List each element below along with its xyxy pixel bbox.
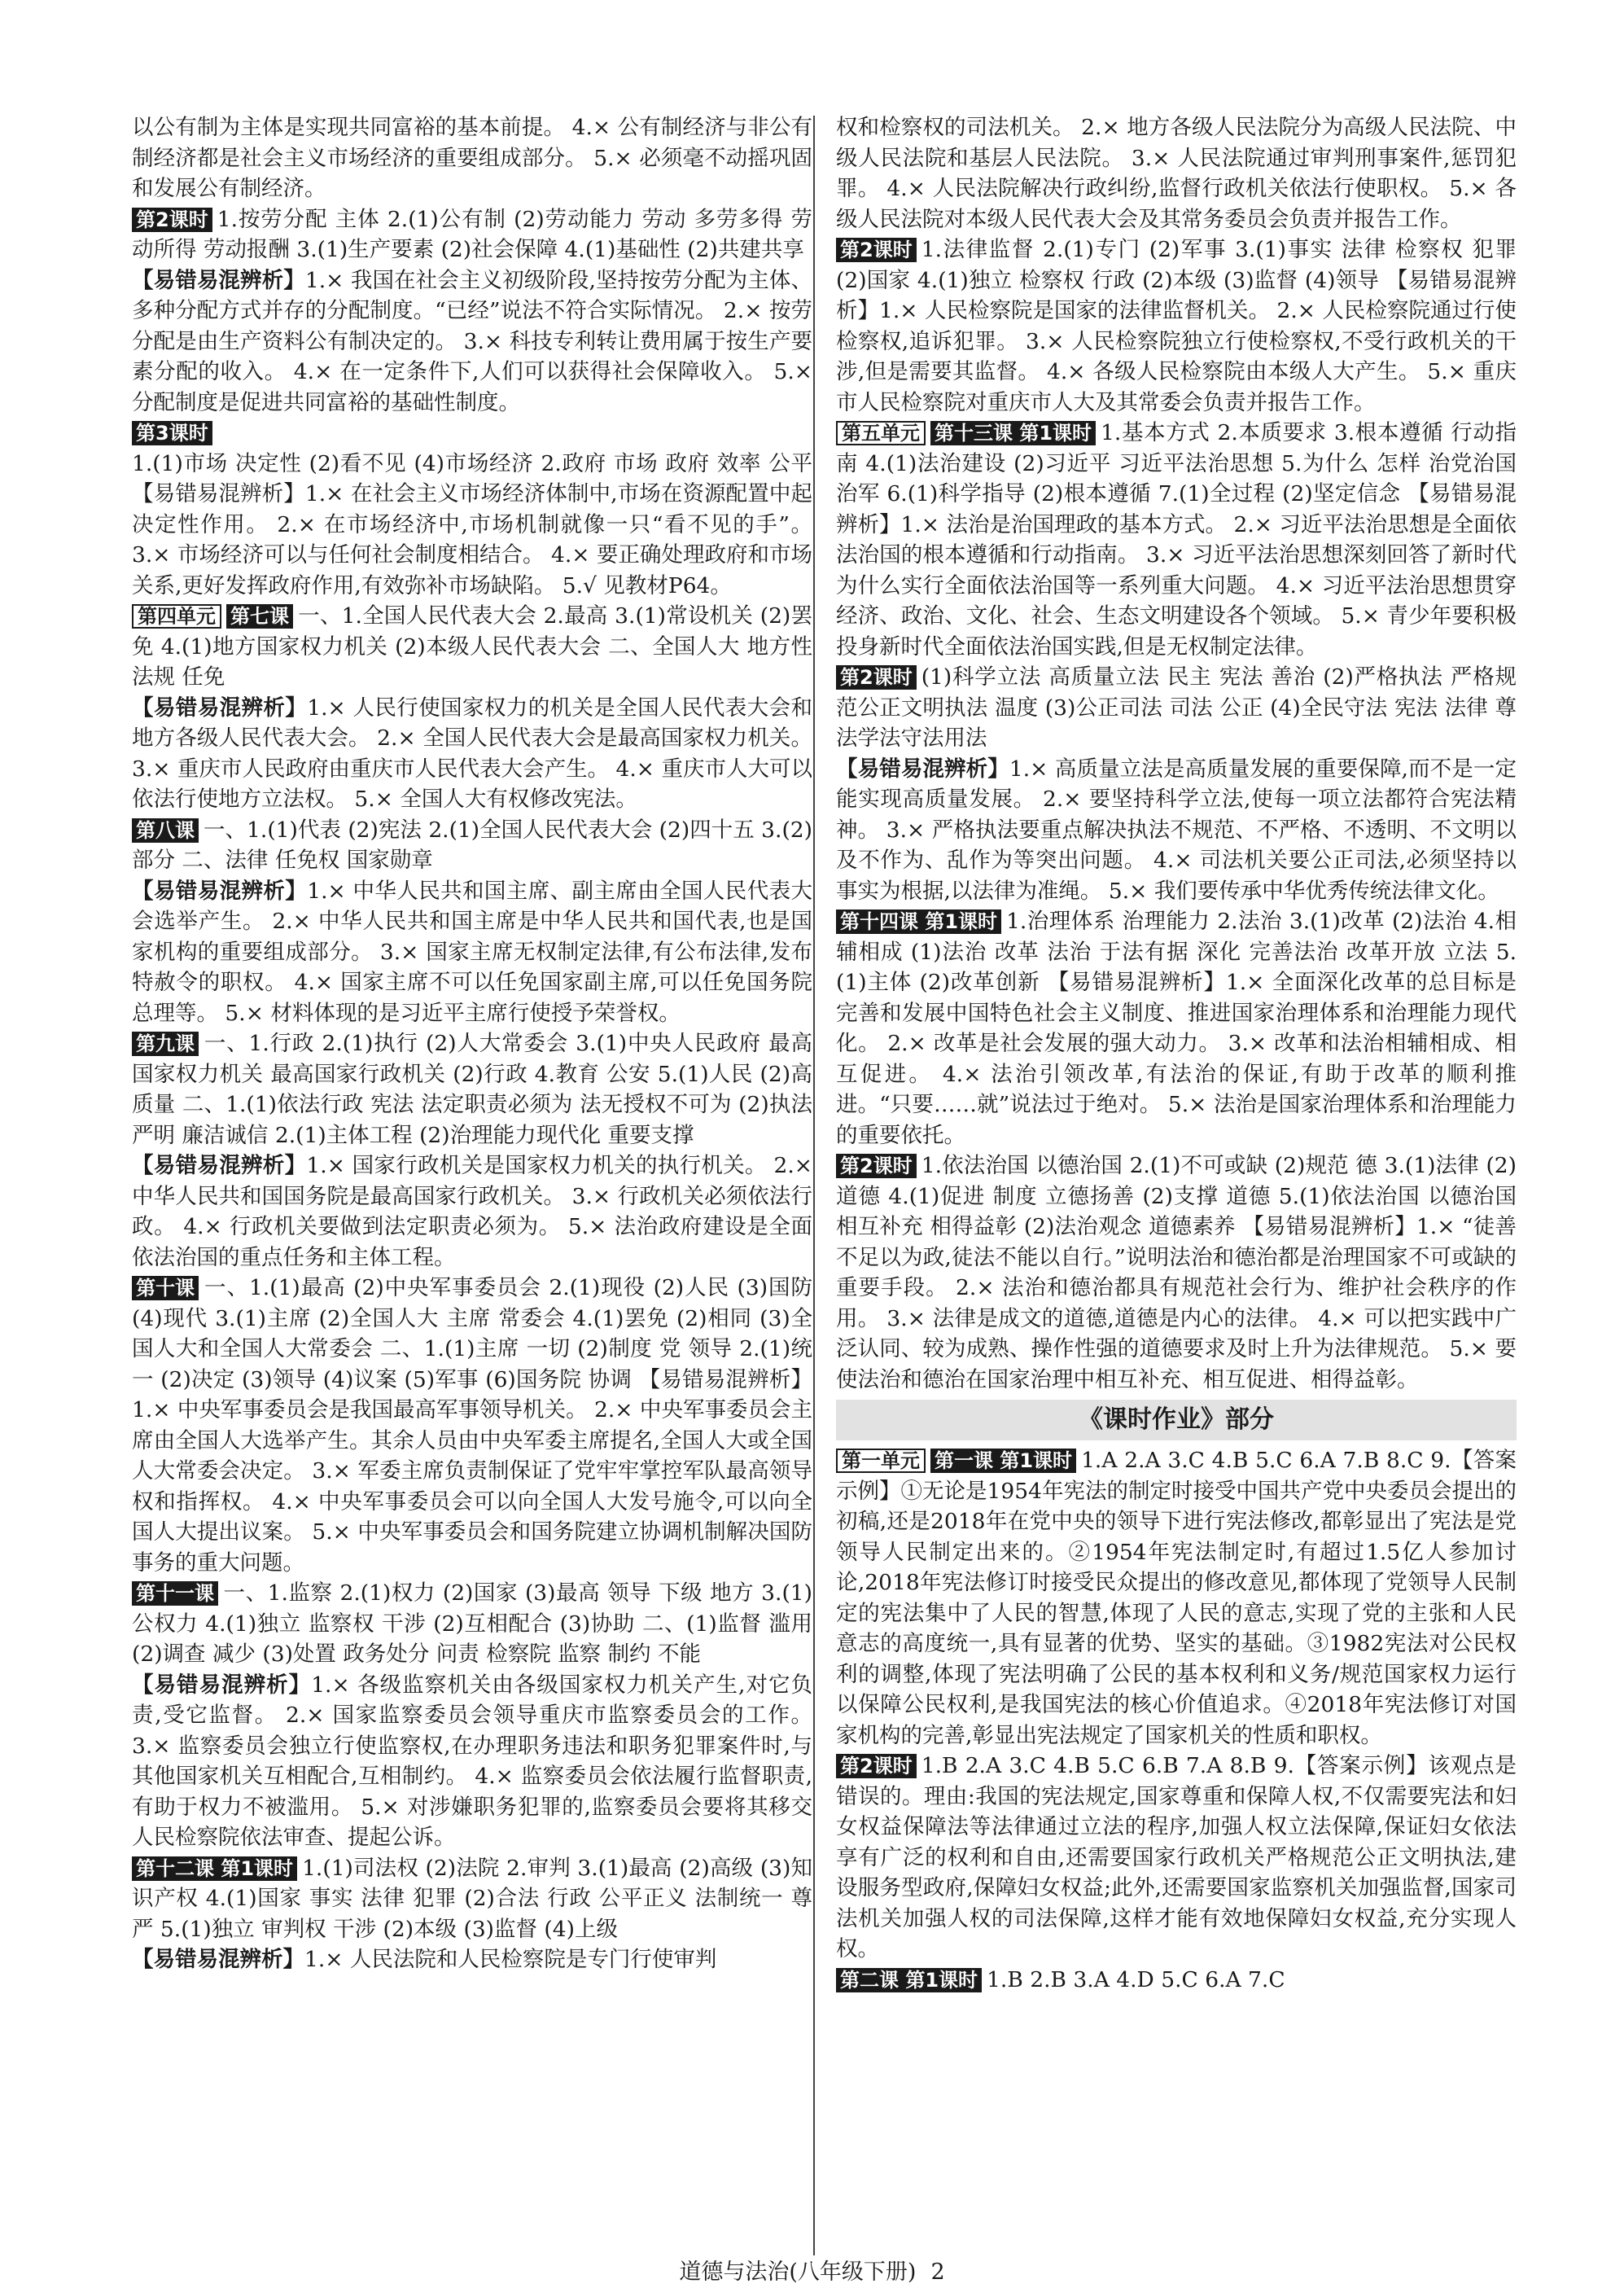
answer-block [132, 693, 812, 815]
answer-block [836, 234, 1517, 418]
answer-text: 1.× 人民行使国家权力的机关是全国人民代表大会和地方各级人民代表大会。 2.× 全国人民代表大会是最高国家权力机关。 3.× 重庆市人民政府由重庆市人民代表大会产生。 4.× 重庆市人大可以依法行使地方立法权。 5.× 全国人大有权修改宪法。 [132, 695, 812, 812]
page-number: 2 [930, 2260, 945, 2285]
answer-block [836, 1445, 1517, 1751]
error-analysis-tag: 【易错易混辨析】 [132, 695, 308, 721]
lesson-header: 第3课时 [132, 421, 212, 445]
answer-block [132, 1578, 812, 1670]
lesson-header: 第2课时 [836, 1754, 917, 1778]
answer-text: 1.× 高质量立法是高质量发展的重要保障,而不是一定能实现高质量发展。 2.× 要坚持科学立法,使每一项立法都符合宪法精神。 3.× 严格执法要重点解决执法不规范、不严格、不透明、不文明以及不作为、乱作为等突出问题。 4.× 司法机关要公正司法,必须坚持以事实为根据,以法律为准绳。 5.× 我们要传承中华优秀传统法律文化。 [836, 756, 1517, 904]
answer-block [836, 418, 1517, 662]
answer-text: 1.(1)司法权 (2)法院 2.审判 3.(1)最高 (2)高级 (3)知识产权 4.(1)国家 事实 法律 犯罪 (2)合法 行政 公平正义 法制统一 尊严 5.(1)独立 审判权 干涉 (2)本级 (3)监督 (4)上级 [132, 1855, 812, 1942]
lesson-header: 第五单元 [836, 421, 926, 445]
answer-block [132, 1853, 812, 1945]
answer-block [132, 1273, 812, 1578]
lesson-subheader: 第十三课 第1课时 [930, 421, 1096, 445]
answer-text: 1.× 国家行政机关是国家权力机关的执行机关。 2.× 中华人民共和国国务院是最高国家行政机关。 3.× 行政机关必须依法行政。 4.× 行政机关要做到法定职责必须为。 5.× 法治政府建设是全面依法治国的重点任务和主体工程。 [132, 1153, 813, 1270]
right-column [836, 112, 1517, 1995]
error-analysis-tag: 【易错易混辨析】 [132, 878, 308, 904]
answer-text: (1)科学立法 高质量立法 民主 宪法 善治 (2)严格执法 严格规范公正文明执法 温度 (3)公正司法 司法 公正 (4)全民守法 宪法 法律 尊法学法守法用法 [836, 664, 1517, 751]
lesson-header: 第2课时 [836, 238, 917, 262]
error-analysis-tag: 【易错易混辨析】 [132, 1153, 307, 1178]
answer-text: 1.依法治国 以德治国 2.(1)不可或缺 (2)规范 德 3.(1)法律 (2)道德 4.(1)促进 制度 立德扬善 (2)支撑 道德 5.(1)依法治国 以德治国 相互补充 相得益彰 (2)法治观念 道德素养 【易错易混辨析】1.× “徒善不足以为政,徒法不能以自行。”说明法治和德治都是治理国家不可或缺的重要手段。 2.× 法治和德治都具有规范社会行为、维护社会秩序的作用。 3.× 法律是成文的道德,道德是内心的法律。 4.× 可以把实践中广泛认同、较为成熟、操作性强的道德要求及时上升为法律规范。 5.× 要使法治和德治在国家治理中相互补充、相互促进、相得益彰。 [836, 1153, 1517, 1392]
lesson-subheader: 第七课 [226, 604, 293, 629]
answer-text: 1.× 我国在社会主义初级阶段,坚持按劳分配为主体、多种分配方式并存的分配制度。“已经”说法不符合实际情况。 2.× 按劳分配是由生产资料公有制决定的。 3.× 科技专利转让费用属于按生产要素分配的收入。 4.× 在一定条件下,人们可以获得社会保障收入。 5.× 分配制度是促进共同富裕的基础性制度。 [132, 267, 812, 415]
answer-block [132, 876, 812, 1029]
lesson-header: 第二课 第1课时 [836, 1968, 982, 1992]
answer-block [132, 418, 812, 449]
lesson-header: 第2课时 [836, 1154, 917, 1178]
answer-block [132, 1151, 812, 1273]
answer-block [132, 204, 812, 265]
footer-title: 道德与法治(八年级下册) [679, 2260, 917, 2285]
answer-text: 一、1.监察 2.(1)权力 (2)国家 (3)最高 领导 下级 地方 3.(1)公权力 4.(1)独立 监察权 干涉 (2)互相配合 (3)协助 二、(1)监督 滥用 (2)调查 减少 (3)处置 政务处分 问责 检察院 监察 制约 不能 [132, 1580, 812, 1667]
answer-text: 1.法律监督 2.(1)专门 (2)军事 3.(1)事实 法律 检察权 犯罪 (2)国家 4.(1)独立 检察权 行政 (2)本级 (3)监督 (4)领导 【易错易混辨析】1.× 人民检察院是国家的法律监督机关。 2.× 人民检察院通过行使检察权,追诉犯罪。 3.× 人民检察院独立行使检察权,不受行政机关的干涉,但是需要其监督。 4.× 各级人民检察院由本级人大产生。 5.× 重庆市人民检察院对重庆市人大及其常委会负责并报告工作。 [836, 237, 1517, 415]
section-banner: 《课时作业》部分 [836, 1400, 1517, 1440]
error-analysis-tag: 【易错易混辨析】 [132, 1947, 304, 1972]
lesson-header: 第八课 [132, 818, 199, 843]
answer-text: 以公有制为主体是实现共同富裕的基本前提。 4.× 公有制经济与非公有制经济都是社会主义市场经济的重要组成部分。 5.× 必须毫不动摇巩固和发展公有制经济。 [132, 115, 812, 201]
answer-block [836, 112, 1517, 234]
answer-text: 1.× 人民法院和人民检察院是专门行使审判 [304, 1947, 717, 1972]
lesson-header: 第十课 [132, 1276, 199, 1300]
answer-block [132, 1028, 812, 1151]
answer-text: 一、1.(1)代表 (2)宪法 2.(1)全国人民代表大会 (2)四十五 3.(2)部分 二、法律 任免权 国家勋章 [132, 817, 812, 873]
answer-text: 1.B 2.A 3.C 4.B 5.C 6.B 7.A 8.B 9.【答案示例】该观点是错误的。理由:我国的宪法规定,国家尊重和保障人权,不仅需要宪法和妇女权益保障法等法律通过立法的程序,加强人权立法保障,保证妇女依法享有广泛的权利和自由,还需要国家行政机关严格规范公正文明执法,建设服务型政府,保障妇女权益;此外,还需要国家监察机关加强监督,国家司法机关加强人权的司法保障,这样才能有效地保障妇女权益,充分实现人权。 [836, 1753, 1517, 1961]
answer-block [132, 601, 812, 693]
answer-block [836, 662, 1517, 754]
lesson-header: 第十二课 第1课时 [132, 1856, 297, 1881]
lesson-header: 第2课时 [836, 665, 917, 690]
answer-block [836, 1751, 1517, 1965]
lesson-header: 第四单元 [132, 604, 221, 629]
answer-block [836, 906, 1517, 1151]
lesson-header: 第2课时 [132, 208, 212, 232]
answer-text: 一、1.行政 2.(1)执行 (2)人大常委会 3.(1)中央人民政府 最高国家权力机关 最高国家行政机关 (2)行政 4.教育 公安 5.(1)人民 (2)高质量 二、1.(1)依法行政 宪法 法定职责必须为 法无授权不可为 (2)执法严明 廉洁诚信 2.(1)主体工程 (2)治理能力现代化 重要支撑 [132, 1031, 812, 1148]
answer-block [132, 1944, 812, 1975]
answer-text: 1.× 中华人民共和国主席、副主席由全国人民代表大会选举产生。 2.× 中华人民共和国主席是中华人民共和国代表,也是国家机构的重要组成部分。 3.× 国家主席无权制定法律,有公布法律,发布特赦令的职权。 4.× 国家主席不可以任免国家副主席,可以任免国务院总理等。 5.× 材料体现的是习近平主席行使授予荣誉权。 [132, 878, 812, 1026]
answer-text: 1.A 2.A 3.C 4.B 5.C 6.A 7.B 8.C 9.【答案示例】①无论是1954年宪法的制定时接受中国共产党中央委员会提出的初稿,还是2018年在党中央的领导下进行宪法修改,都彰显出了宪法是党领导人民制定出来的。②1954年宪法制定时,有超过1.5亿人参加讨论,2018年宪法修订时接受民众提出的修改意见,都体现了党领导人民制定的宪法集中了人民的智慧,体现了人民的意志,实现了党的主张和人民意志的高度统一,具有显著的优势、坚实的基础。③1982宪法对公民权利的调整,体现了宪法明确了公民的基本权利和义务/规范国家权力运行以保障公民权利,是我国宪法的核心价值追求。④2018年宪法修订对国家机构的完善,彰显出宪法规定了国家机关的性质和职权。 [836, 1448, 1517, 1748]
answer-block [132, 449, 812, 602]
page-footer [0, 2254, 1624, 2286]
column-divider [813, 116, 815, 2255]
lesson-header: 第九课 [132, 1032, 199, 1056]
answer-text: 1.基本方式 2.本质要求 3.根本遵循 行动指南 4.(1)法治建设 (2)习近平 习近平法治思想 5.为什么 怎样 治党治国治军 6.(1)科学指导 (2)根本遵循 7.(1)全过程 (2)坚定信念 【易错易混辨析】1.× 法治是治国理政的基本方式。 2.× 习近平法治思想是全面依法治国的根本遵循和行动指南。 3.× 习近平法治思想深刻回答了新时代为什么实行全面依法治国等一系列重大问题。 4.× 习近平法治思想贯穿经济、政治、文化、社会、生态文明建设各个领域。 5.× 青少年要积极投身新时代全面依法治国实践,但是无权制定法律。 [836, 420, 1517, 660]
left-column [132, 112, 812, 1975]
answer-block [132, 265, 812, 419]
lesson-header: 第十四课 第1课时 [836, 910, 1001, 934]
error-analysis-tag: 【易错易混辨析】 [836, 756, 1009, 782]
lesson-subheader: 第一课 第1课时 [930, 1449, 1076, 1473]
answer-block [836, 1965, 1517, 1996]
error-analysis-tag: 【易错易混辨析】 [132, 1672, 312, 1698]
answer-text: 一、1.全国人民代表大会 2.最高 3.(1)常设机关 (2)罢免 4.(1)地方国家权力机关 (2)本级人民代表大会 二、全国人大 地方性法规 任免 [132, 603, 812, 690]
answer-block [132, 815, 812, 876]
answer-text: 1.(1)市场 决定性 (2)看不见 (4)市场经济 2.政府 市场 政府 效率 公平 【易错易混辨析】1.× 在社会主义市场经济体制中,市场在资源配置中起决定性作用。 2.× 在市场经济中,市场机制就像一只“看不见的手”。 3.× 市场经济可以与任何社会制度相结合。 4.× 要正确处理政府和市场关系,更好发挥政府作用,有效弥补市场缺陷。 5.√ 见教材P64。 [132, 450, 812, 598]
answer-text: 1.按劳分配 主体 2.(1)公有制 (2)劳动能力 劳动 多劳多得 劳动所得 劳动报酬 3.(1)生产要素 (2)社会保障 4.(1)基础性 (2)共建共享 [132, 206, 812, 262]
answer-block [836, 1151, 1517, 1395]
answer-text: 1.治理体系 治理能力 2.法治 3.(1)改革 (2)法治 4.相辅相成 (1)法治 改革 法治 于法有据 深化 完善法治 改革开放 立法 5.(1)主体 (2)改革创新 【易错易混辨析】1.× 全面深化改革的总目标是完善和发展中国特色社会主义制度、推进国家治理体系和治理能力现代化。 2.× 改革是社会发展的强大动力。 3.× 改革和法治相辅相成、相互促进。 4.× 法治引领改革,有法治的保证,有助于改革的顺利推进。“只要……就”说法过于绝对。 5.× 法治是国家治理体系和治理能力的重要依托。 [836, 909, 1517, 1148]
answer-text: 1.× 各级监察机关由各级国家权力机关产生,对它负责,受它监督。 2.× 国家监察委员会领导重庆市监察委员会的工作。 3.× 监察委员会独立行使监察权,在办理职务违法和职务犯罪案件时,与其他国家机关互相配合,互相制约。 4.× 监察委员会依法履行监督职责,有助于权力不被滥用。 5.× 对涉嫌职务犯罪的,监察委员会要将其移交人民检察院依法审查、提起公诉。 [132, 1672, 812, 1850]
answer-text: 1.B 2.B 3.A 4.D 5.C 6.A 7.C [987, 1966, 1285, 1992]
lesson-header: 第十一课 [132, 1581, 218, 1606]
answer-text: 一、1.(1)最高 (2)中央军事委员会 2.(1)现役 (2)人民 (3)国防 (4)现代 3.(1)主席 (2)全国人大 主席 常委会 4.(1)罢免 (2)相同 (3)全国人大和全国人大常委会 二、1.(1)主席 一切 (2)制度 党 领导 2.(1)统一 (2)决定 (3)领导 (4)议案 (5)军事 (6)国务院 协调 【易错易混辨析】1.× 中央军事委员会是我国最高军事领导机关。 2.× 中央军事委员会主席由全国人大选举产生。其余人员由中央军委主席提名,全国人大或全国人大常委会决定。 3.× 军委主席负责制保证了党牢牢掌控军队最高领导权和指挥权。 4.× 中央军事委员会可以向全国人大发号施令,可以向全国人大提出议案。 5.× 中央军事委员会和国务院建立协调机制解决国防事务的重大问题。 [132, 1275, 812, 1576]
lesson-header: 第一单元 [836, 1449, 926, 1473]
answer-block [132, 112, 812, 204]
error-analysis-tag: 【易错易混辨析】 [132, 267, 305, 293]
answer-text: 权和检察权的司法机关。 2.× 地方各级人民法院分为高级人民法院、中级人民法院和基层人民法院。 3.× 人民法院通过审判刑事案件,惩罚犯罪。 4.× 人民法院解决行政纠纷,监督行政机关依法行使职权。 5.× 各级人民法院对本级人民代表大会及其常务委员会负责并报告工作。 [836, 115, 1517, 232]
answer-block [132, 1670, 812, 1853]
answer-block [836, 754, 1517, 907]
